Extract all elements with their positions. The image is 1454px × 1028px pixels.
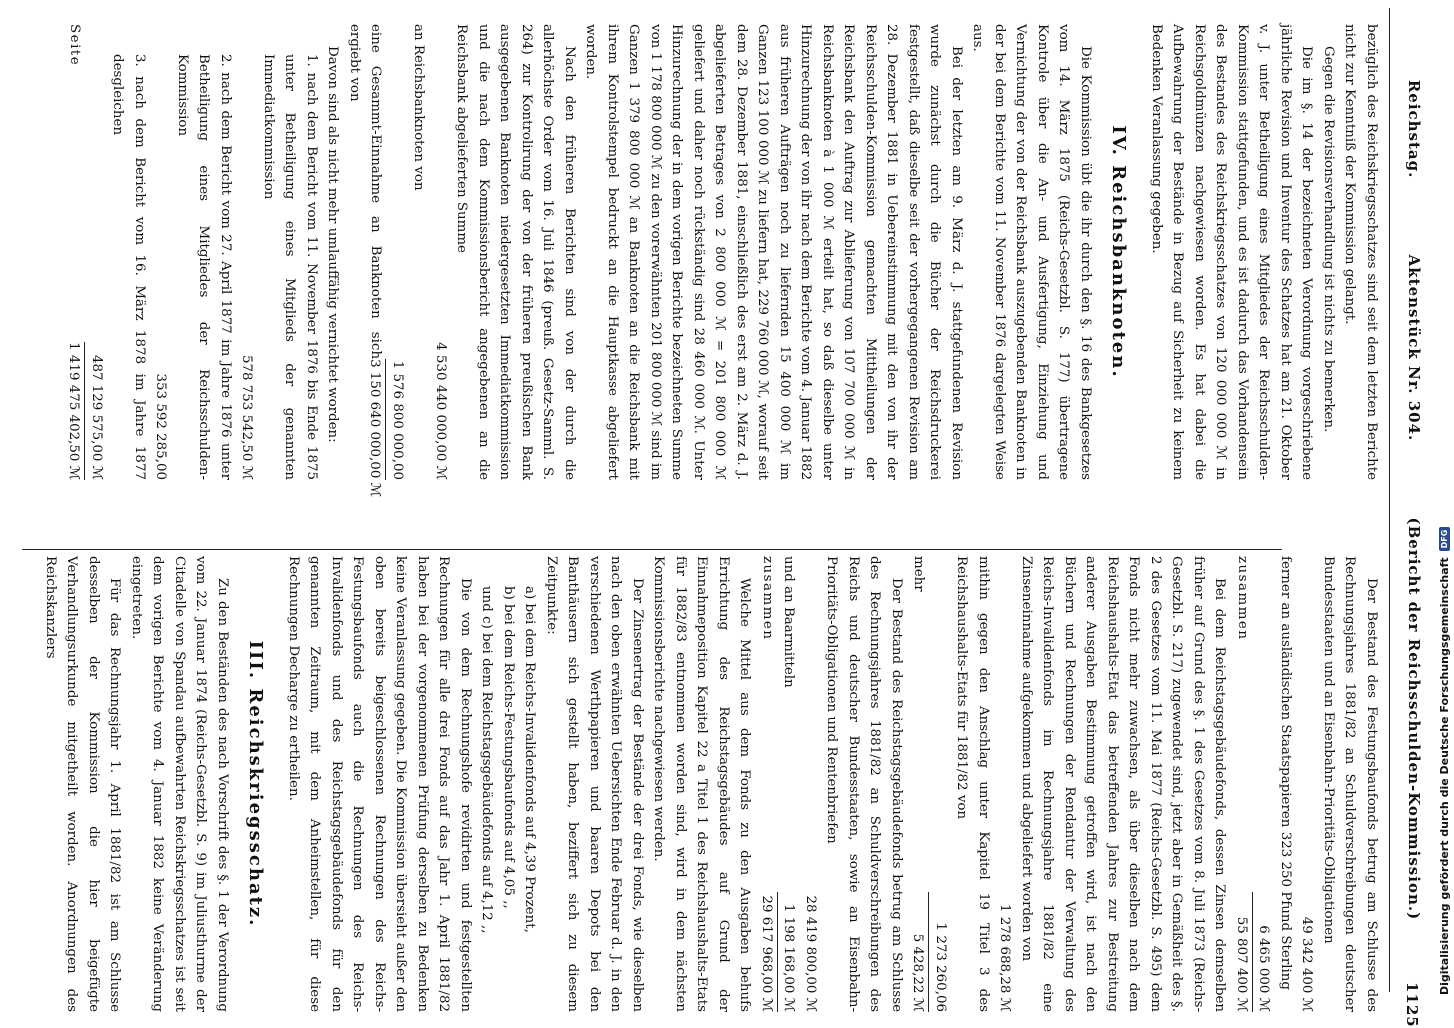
sum-amount: 29 617 968,00 ℳ [756,892,779,1012]
amount: 49 342 400 ℳ [1299,916,1315,1012]
sum-label: und an Baarmitteln [781,556,797,688]
amount: 353 592 285,00 [153,373,169,480]
paragraph: bezüglich des Reichskriegsschatzes sind seit dem letzten Berichte nicht zur Kenntniß der Kommission gelangt. [1342,24,1379,480]
sum-label: Seite [67,24,83,67]
rate-list [476,556,541,1012]
column-divider [22,549,1282,550]
section-heading: III. Reichskriegsschatz. [245,640,267,928]
sum-label: zusammen [760,556,775,641]
paragraph: Bei der letzten am 9. März d. J. stattgefundenen Revision wurde zunächst durch die Bücher der Reichsdruckerei festgestellt, daß dieselbe seit der vorhergegangenen Revision am 28. Dezember 1881 in Uebereinstimmung mit den von ihr der Reichsschulden-Kommission gemachten Mittheilungen der Reichsbank den Auftrag zur Ablieferung von 107 700 000 ℳ in Reichsbanknoten à 1 000 ℳ erteilt hat, so daß dieselbe unter Hinzurechnung der von ihr nach dem Berichte vom 4. Januar 1882 aus früheren Aufträgen noch zu liefernden 15 400 000 ℳ im Ganzen 123 100 000 ℳ zu liefern hat, 229 760 000 ℳ, worauf seit dem 28. Dezember 1881, einschließlich des erst am 2. März d. J. abgelieferten Betrages von 2 800 000 ℳ = 201 800 000 ℳ geliefert und daher noch rückständig sind 28 460 000 ℳ. Unter Hinzurechnung der in dem vorigen Berichte bezeichneten Summe von 1 178 800 000 ℳ zu den vorerwähnten 201 800 000 ℳ sind im Ganzen 1 379 800 000 ℳ an Banknoten an die Reichsbank mit ihrem Kontrolstempel bedruckt an die Hauptkasse abgeliefert worden. [583,24,964,480]
paragraph: Nach den früheren Berichten sind von der durch die allerhöchste Order vom 16. Juli 1846 (preuß. Gesetz-Samml. S. 264) zur Kontrolirung der von der früheren preußischen Bank ausgegebenen Banknoten niedergesetzten Immediatkommission und die nach dem Kommissionsbericht angegebenen an die Reichsbank abgelieferten Summe [454,24,577,480]
paragraph: Der Bestand des Festungsbaufonds betrug am Schlusse des Rechnungsjahres 1881/82 an Schuldverschreibungen deutscher Bundesstaaten und an Eisenbahn-Prioritäts-Obligationen [1321,556,1379,1012]
paragraph: Welche Mittel aus dem Fonds zu den Ausgaben behufs Errichtung des Reichstagsgebäudes auf Grund der Einnahmeposition Kapitel 22 a Titel 1 des Reichshaushalts-Etats für 1882/83 entnommen worden sind, wird in dem nächsten Kommissionsberichte nachgewiesen werden. [651,556,753,1012]
list-item: b) bei dem Reichs-Festungsbaufonds auf 4,05 ,, [501,586,516,909]
amount: 487 129 575,00 ℳ [89,354,104,480]
sum-label: eine Gesammt-Einnahme an Banknoten sich ergiebt von [347,24,384,360]
running-head-left: Reichstag. [1405,79,1423,179]
paragraph: an Reichsbanknoten von [411,24,427,191]
paragraph: Davon sind als nicht mehr umlauffähig vernichtet worden: [325,46,341,443]
sum-amount: 3 150 640 000,00 ℳ [344,359,387,480]
sum-amount: 5 428,22 ℳ [907,892,930,1012]
credit-line [1434,0,1454,995]
header-rule [1389,8,1390,992]
paragraph: Die Kommission übt die ihr durch den §. 16 des Bankgesetzes vom 14. März 1875 (Reichs-Gesetzbl. S. 177) übertragene Kontrole über die An- und Ausfertigung, Einziehung und Vernichtung der von der Reichsbank auszugebenden Banknoten in der bei dem Berichte vom 11. November 1876 dargelegten Weise aus. [970,24,1093,480]
paragraph: Der Zinsenertrag der Bestände der drei Fonds, wie dieselben nach den oben erwähnten Uebersichten Ende Februar d. J. in den verschiedenen Werthpapieren und baaren Depots bei den Banthäusern sich gestellt haben, beziffert sich zu diesem Zeitpunkte: [544,556,645,1012]
list-item: und c) bei dem Reichstagsgebäudefonds auf 4,12 ,, [479,586,495,934]
running-head [1403,0,1425,1000]
amount: 1 273 260,06 [933,922,948,1012]
paragraph: Die im §. 14 der bezeichneten Verordnung vorgeschriebene jährliche Revision und Inventur des Schatzes hat am 21. Oktober v. J. unter Betheiligung eines Mitgliedes der Reichsschulden-Kommission stattgefunden, und es ist dadurch das Vorhandensein des Bestandes des Reichskriegsschatzes von 120 000 000 ℳ in Reichsgoldmünzen nachgewiesen worden. Es hat dabei die Aufbewahrung der Bestände in Bezug auf Sicherheit zu keinem Bedenken Veranlassung gegeben. [1149,24,1315,480]
paragraph: ferner an ausländischen Staatspapieren 323 250 Pfund Sterling [1278,556,1293,991]
paragraph: Für das Rechnungsjahr 1. April 1881/82 ist am Schlusse desselben der Kommission die hier beigefügte Verhandlungsurkunde mitgetheilt worden. Anordnungen des Reichskanzlers [43,556,123,1012]
sum-line [756,556,779,1012]
sum-label: zusammen [1235,556,1250,641]
right-column [63,24,1382,497]
sum-amount: 1 419 475 402,50 ℳ [63,342,86,480]
paragraph: mithin gegen den Anschlag unter Kapitel 19 Titel 3 des Reichshaushalts-Etats für 1881/82 von [954,556,991,1012]
paragraph: Die von dem Rechnungshofe revidirten und festgestellten Rechnungen für alle drei Fonds auf das Jahr 1. April 1881/82 haben bei der vorgenommenen Prüfung derselben zu Bedenken keine Veranlassung gegeben. Die Kommission übersieht außer den oben bereits beigeschlossenen Rechnungen des Reichs-Festungsbaufonds auch die Rechnungen des Reichs-Invalidenfonds und des Reichstagsgebäudefonds für den genannten Zeitraum, mit dem Anheimstellen, für diese Rechnungen Decharge zu ertheilen. [286,556,473,1012]
page-header [1392,0,1424,1028]
amount: 6 465 000 ℳ [1256,925,1272,1012]
sum-line [907,556,930,1012]
amount: 28 419 800,00 ℳ [803,895,818,1012]
sum-line [344,24,387,497]
paragraph: Gegen die Revisionsverhandlung ist nichts zu bemerken. [1321,46,1336,433]
sum-line [63,24,86,480]
dfg-logo-icon: DFG [1439,527,1450,552]
sum-amount: 55 807 400 ℳ [1231,892,1254,1012]
amount: 1 576 800 000,00 [390,360,405,480]
page-number: 1125 [1403,982,1421,1028]
paragraph: Bei dem Reichstagsgebäudefonds, dessen Zinsen demselben früher auf Grund des §. 1 des Gesetzes vom 8. Juli 1873 (Reichs-Gesetzbl. S. 217) zugewendet sind, jetzt aber in Gemäßheit des §. 2 des Gesetzes vom 11. Mai 1877 (Reichs-Gesetzbl. S. 495) dem Fonds nicht mehr zuwachsen, als über dieselben nach dem Reichshaushalts-Etat das betreffenden Jahres zur Bestreitung anderer Ausgaben Bestimmung getroffen wird, ist nach den Büchern und Rechnungen der Rendantur der Verwaltung des Reichs-Invalidenfonds im Rechnungsjahre 1881/82 eine Zinseneinnahme aufgekommen und abgeliefert worden von [1019,556,1228,1012]
list-item: 1. nach dem Bericht vom 11. November 1876 bis Ende 1875 unter Betheiligung eines Mitglieds der genannten Immediatkommission [261,54,319,480]
sum-line [778,556,800,1012]
amount: 1 278 688,28 ℳ [997,903,1013,1012]
credit-text: Digitalisierung gefördert durch die Deutsche Forschungsgemeinschaft [1437,557,1451,995]
paragraph: Der Bestand des Reichstagsgebäudefonds betrug am Schlusse des Rechnungsjahres 1881/82 an Schuldverschreibungen des Reichs und deutscher Bundesstaaten, sowie an Eisenbahn-Prioritäts-Obligationen und Rentenbriefen [824,556,904,1012]
sum-label: mehr [911,556,927,592]
destruction-list [86,24,323,480]
amount: 578 753 542,50 ℳ [239,354,255,480]
list-item: 2. nach dem Bericht vom 27. April 1877 im Jahre 1876 unter Betheiligung eines Mitgliedes der Reichsschulden-Kommission [175,54,233,480]
list-item: a) bei dem Reichs-Invalidenfonds auf 4,39 Prozent, [522,586,538,933]
sum-line [1231,556,1254,1012]
left-column [40,556,1383,1012]
sum-amount: 1 198 168,00 ℳ [781,903,797,1012]
amount: 4 530 440 000,00 ℳ [433,342,448,480]
paragraph: Zu den Beständen des nach Vorschrift des §. 1 der Verordnung vom 22. Januar 1874 (Reichs-Gesetzbl. S. 9) im Juliusthurme der Citadelle von Spandau aufbewahrten Reichskriegsschatzes ist seit dem vorigen Berichte vom 4. Januar 1882 keine Veränderung eingetreten. [129,556,230,1012]
section-heading: IV. Reichsbanknoten. [1108,125,1130,379]
running-head-right: (Bericht der Reichsschulden-Kommission.) [1405,517,1423,921]
list-item: 3. nach dem Bericht vom 16. März 1878 im Jahre 1877 desgleichen [110,54,147,480]
running-head-mid: Aktenstück Nr. 304. [1405,254,1423,442]
